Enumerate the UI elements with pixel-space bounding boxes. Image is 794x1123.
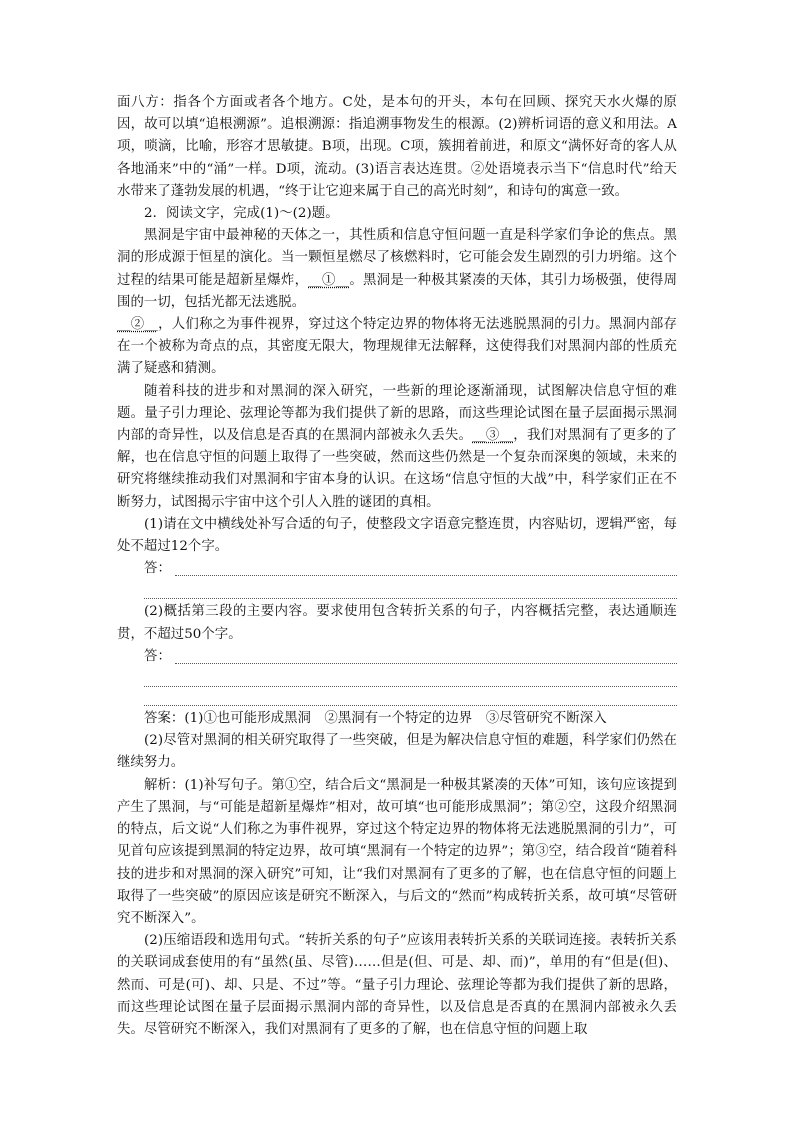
- passage-text: 。黑洞是一种极其紧凑的天体，其引力场极强，使得周围的一切，包括光都无法逃脱。: [117, 272, 678, 310]
- passage-paragraph-2: [117, 314, 677, 381]
- answer-fill: [175, 561, 677, 576]
- answer-2: (2)尽管对黑洞的相关研究取得了一些突破，但是为解决信息守恒的难题，科学家们仍然在继续努力。: [117, 733, 677, 771]
- sub-question-2: (2)概括第三段的主要内容。要求使用包含转折关系的句子，内容概括完整，表达通顺连贯，不超过50个字。: [117, 604, 677, 642]
- passage-text: 黑洞是宇宙中最神秘的天体之一，其性质和信息守恒问题一直是科学家们争论的焦点。黑洞的形成源于恒星的演化。当一颗恒星燃尽了核燃料时，它可能会发生剧烈的引力坍缩。这个过程的结果可能是超新星爆炸，: [117, 228, 677, 288]
- document-body: [117, 92, 677, 1041]
- blank-1: __①__: [308, 272, 350, 288]
- question-2-heading: 2．阅读文字，完成(1)～(2)题。: [144, 206, 339, 222]
- answer-line: [144, 580, 677, 599]
- passage-text: ，我们对黑洞有了更多的了解，也在信息守恒的问题上取得了一些突破，然而这些仍然是一个复杂而深奥的领域，未来的研究将继续推动我们对黑洞和宇宙本身的认识。在这场“信息守恒的大战”中，科学家们正在不断努力，试图揭示宇宙中这个引人入胜的谜团的真相。: [117, 428, 677, 510]
- passage-text: 随着科技的进步和对黑洞的深入研究，一些新的理论逐渐涌现，试图解决信息守恒的难题。量子引力理论、弦理论等都为我们提供了新的思路，而这些理论试图在量子层面揭示黑洞内部的奇异性，以及信息是否真的在黑洞内部被永久丢失。: [117, 383, 677, 444]
- analysis-paragraph-1: 解析：(1)补写句子。第①空，结合后文“黑洞是一种极其紧凑的天体”可知，该句应该提到产生了黑洞，与“可能是超新星爆炸”相对，故可填“也可能形成黑洞”；第②空，这段介绍黑洞的特点，后文说“人们称之为事件视界，穿过这个特定边界的物体将无法逃脱黑洞的引力”，可见首句应该提到黑洞的特定边界，故可填“黑洞有一个特定的边界”；第③空，结合段首“随着科技的进步和对黑洞的深入研究”可知，让“我们对黑洞有了更多的了解，也在信息守恒的问题上取得了一些突破”的原因应该是研究不断深入，与后文的“然而”构成转折关系，故可填“尽管研究不断深入”。: [117, 777, 677, 926]
- answer-line: [117, 558, 677, 580]
- answer-line: [144, 687, 677, 706]
- answer-label: 答：: [144, 561, 171, 577]
- passage-paragraph-3: [117, 381, 677, 514]
- intro-paragraph: 面八方：指各个方面或者各个地方。C处，是本句的开头，本句在回顾、探究天水火爆的原因，故可以填“追根溯源”。追根溯源：指追溯事物发生的根源。(2)辨析词语的意义和用法。A项，唢滴，比喻，形容才思敏捷。B项，出现。C项，簇拥着前进，和原文“满怀好奇的客人从各地涌来”中的“涌”一样。D项，流动。(3)语言表达连贯。②处语境表示当下“信息时代”给天水带来了蓬勃发展的机遇，“终于让它迎来属于自己的高光时刻”，和诗句的寓意一致。: [117, 95, 677, 199]
- passage-text: ，人们称之为事件视界，穿过这个特定边界的物体将无法逃脱黑洞的引力。黑洞内部存在一个被称为奇点的点，其密度无限大，物理规律无法解释，这使得我们对黑洞内部的性质充满了疑惑和猜测。: [117, 317, 678, 377]
- blank-2: __②__: [117, 317, 158, 333]
- passage-paragraph-1: [117, 225, 677, 314]
- sub-question-1: (1)请在文中横线处补写合适的句子，使整段文字语意完整连贯，内容贴切，逻辑严密，每处不超过12个字。: [117, 516, 677, 555]
- answer-label: 答：: [144, 648, 171, 664]
- answer-line: [144, 668, 677, 687]
- analysis-paragraph-2: (2)压缩语段和选用句式。“转折关系的句子”应该用表转折关系的关联词连接。表转折关系的关联词成套使用的有“虽然(虽、尽管)……但是(但、可是、却、而)”，单用的有“但是(但)、然而、可是(可)、却、只是、不过”等。“量子引力理论、弦理论等都为我们提供了新的思路，而这些理论试图在量子层面揭示黑洞内部的奇异性，以及信息是否真的在黑洞内部被永久丢失。尽管研究不断深入，我们对黑洞有了更多的了解，也在信息守恒的问题上取: [117, 933, 677, 1037]
- blank-3: __③__: [472, 428, 514, 444]
- answer-fill: [175, 649, 677, 664]
- answer-1: 答案：(1)①也可能形成黑洞 ②黑洞有一个特定的边界 ③尽管研究不断深入: [144, 711, 607, 727]
- answer-line: [117, 646, 677, 668]
